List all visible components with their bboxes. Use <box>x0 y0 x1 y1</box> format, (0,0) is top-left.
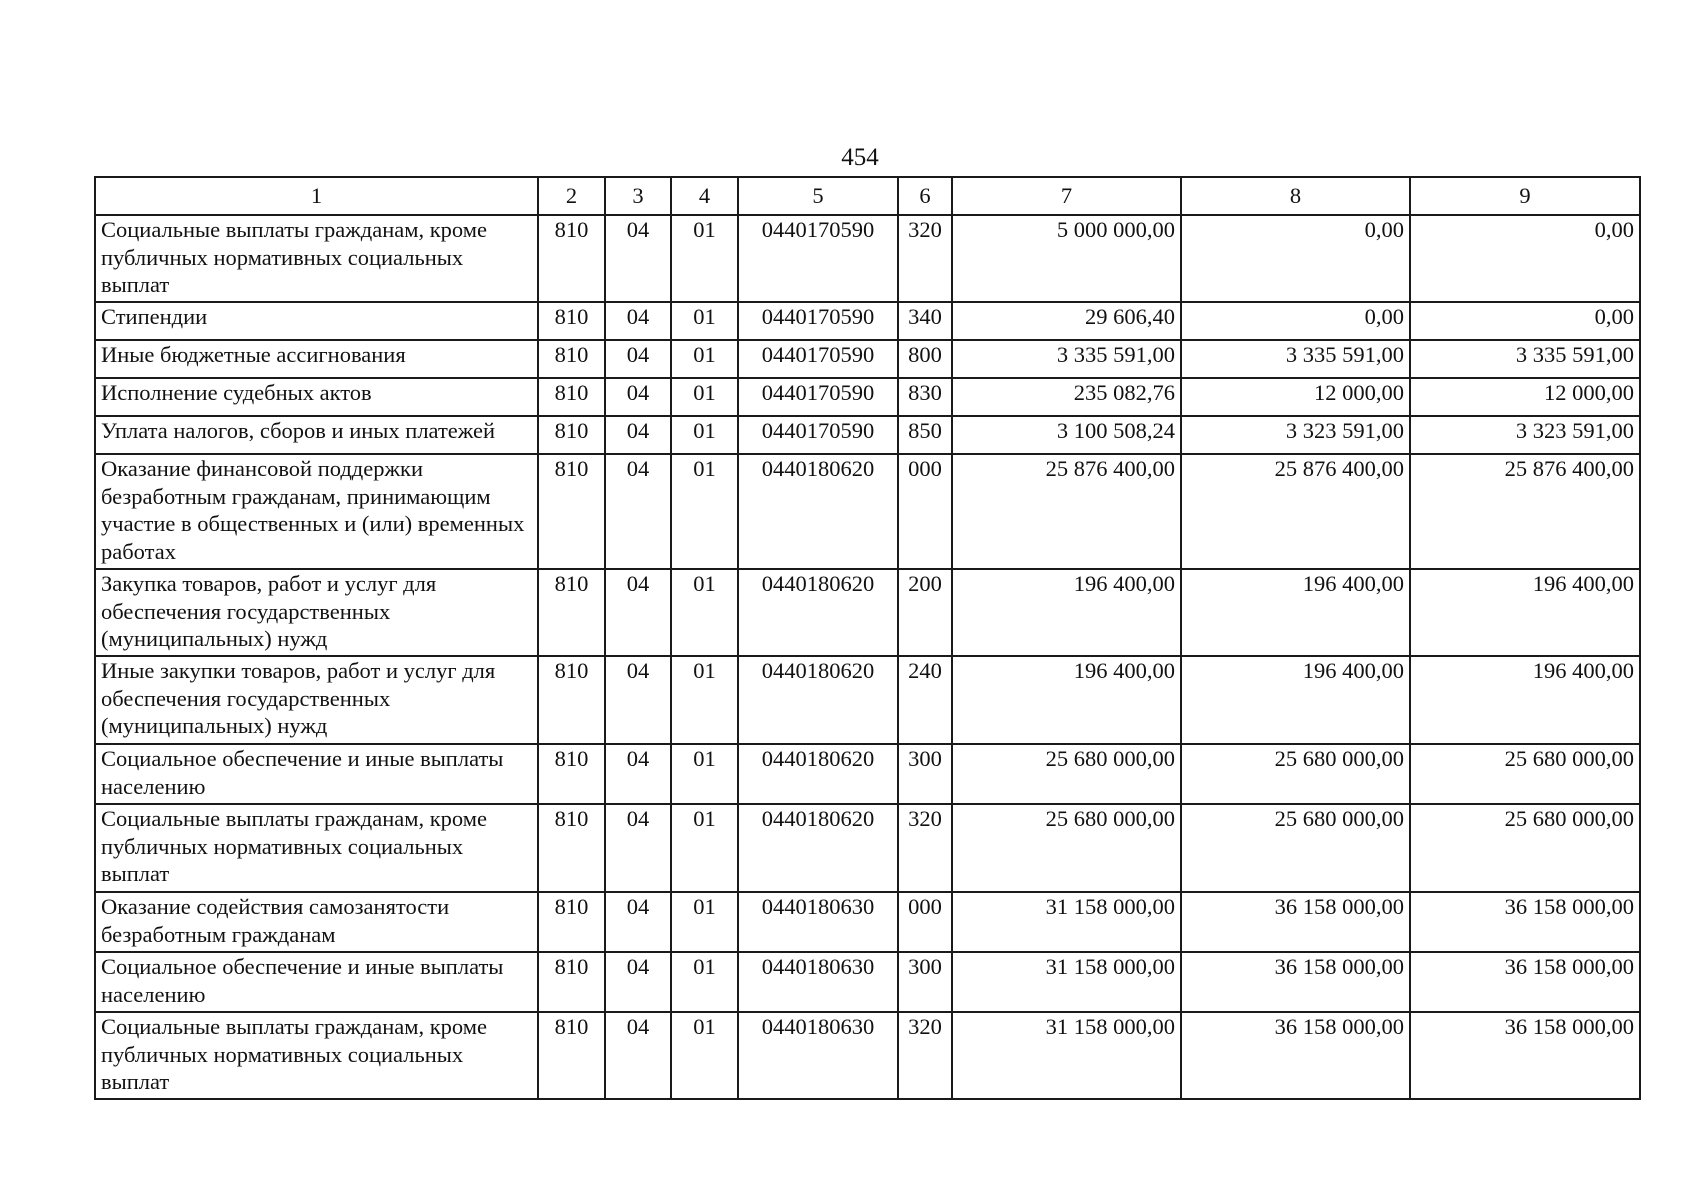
cell-amount: 25 876 400,00 <box>1410 454 1640 569</box>
cell-code: 0440170590 <box>738 302 898 340</box>
table-row <box>95 569 1640 656</box>
cell-amount: 12 000,00 <box>1181 378 1410 416</box>
cell-code: 810 <box>538 454 605 569</box>
row-name: Оказание содействия самозанятости безработным гражданам <box>95 892 538 952</box>
cell-code: 800 <box>898 340 952 378</box>
cell-code: 810 <box>538 656 605 744</box>
cell-code: 810 <box>538 804 605 892</box>
cell-code: 04 <box>605 952 671 1012</box>
row-name: Стипендии <box>95 302 538 340</box>
cell-code: 810 <box>538 416 605 454</box>
cell-amount: 3 335 591,00 <box>1410 340 1640 378</box>
table-row <box>95 416 1640 454</box>
cell-code: 01 <box>671 569 738 656</box>
cell-amount: 31 158 000,00 <box>952 1012 1181 1099</box>
row-name: Исполнение судебных актов <box>95 378 538 416</box>
cell-code: 01 <box>671 804 738 892</box>
cell-code: 0440180620 <box>738 454 898 569</box>
cell-code: 0440180620 <box>738 656 898 744</box>
cell-amount: 36 158 000,00 <box>1410 952 1640 1012</box>
cell-amount: 3 335 591,00 <box>1181 340 1410 378</box>
table-row <box>95 1012 1640 1099</box>
cell-code: 340 <box>898 302 952 340</box>
cell-code: 0440170590 <box>738 378 898 416</box>
cell-amount: 196 400,00 <box>952 569 1181 656</box>
cell-amount: 196 400,00 <box>1410 656 1640 744</box>
cell-code: 0440180630 <box>738 892 898 952</box>
cell-code: 04 <box>605 804 671 892</box>
cell-amount: 36 158 000,00 <box>1410 1012 1640 1099</box>
cell-code: 04 <box>605 378 671 416</box>
table-row <box>95 215 1640 302</box>
cell-code: 320 <box>898 215 952 302</box>
cell-code: 830 <box>898 378 952 416</box>
cell-amount: 3 100 508,24 <box>952 416 1181 454</box>
cell-code: 01 <box>671 952 738 1012</box>
cell-code: 01 <box>671 302 738 340</box>
cell-code: 850 <box>898 416 952 454</box>
cell-amount: 25 876 400,00 <box>1181 454 1410 569</box>
cell-amount: 235 082,76 <box>952 378 1181 416</box>
cell-code: 810 <box>538 340 605 378</box>
cell-amount: 196 400,00 <box>1410 569 1640 656</box>
cell-code: 01 <box>671 215 738 302</box>
cell-code: 0440170590 <box>738 340 898 378</box>
cell-code: 01 <box>671 340 738 378</box>
cell-code: 01 <box>671 656 738 744</box>
cell-code: 0440180630 <box>738 952 898 1012</box>
cell-amount: 25 680 000,00 <box>1410 804 1640 892</box>
cell-code: 0440180620 <box>738 804 898 892</box>
cell-amount: 0,00 <box>1181 215 1410 302</box>
table-row <box>95 952 1640 1012</box>
cell-amount: 0,00 <box>1410 302 1640 340</box>
cell-code: 810 <box>538 569 605 656</box>
cell-code: 04 <box>605 416 671 454</box>
cell-amount: 196 400,00 <box>1181 656 1410 744</box>
cell-amount: 0,00 <box>1181 302 1410 340</box>
cell-amount: 5 000 000,00 <box>952 215 1181 302</box>
cell-amount: 3 335 591,00 <box>952 340 1181 378</box>
column-header: 9 <box>1410 177 1640 215</box>
cell-code: 04 <box>605 302 671 340</box>
column-header: 4 <box>671 177 738 215</box>
table-row <box>95 892 1640 952</box>
table-row <box>95 378 1640 416</box>
cell-amount: 25 876 400,00 <box>952 454 1181 569</box>
cell-amount: 25 680 000,00 <box>1181 804 1410 892</box>
cell-code: 300 <box>898 744 952 804</box>
cell-amount: 31 158 000,00 <box>952 952 1181 1012</box>
cell-code: 01 <box>671 454 738 569</box>
cell-code: 04 <box>605 569 671 656</box>
cell-amount: 196 400,00 <box>952 656 1181 744</box>
cell-code: 810 <box>538 744 605 804</box>
table-row <box>95 454 1640 569</box>
cell-code: 01 <box>671 892 738 952</box>
cell-code: 810 <box>538 952 605 1012</box>
cell-code: 04 <box>605 1012 671 1099</box>
cell-amount: 12 000,00 <box>1410 378 1640 416</box>
table-row <box>95 340 1640 378</box>
cell-code: 04 <box>605 892 671 952</box>
cell-code: 0440180630 <box>738 1012 898 1099</box>
row-name: Социальные выплаты гражданам, кроме публичных нормативных социальных выплат <box>95 215 538 302</box>
cell-code: 0440180620 <box>738 569 898 656</box>
row-name: Социальные выплаты гражданам, кроме публичных нормативных социальных выплат <box>95 804 538 892</box>
cell-code: 200 <box>898 569 952 656</box>
cell-amount: 36 158 000,00 <box>1410 892 1640 952</box>
cell-code: 0440180620 <box>738 744 898 804</box>
cell-amount: 36 158 000,00 <box>1181 952 1410 1012</box>
cell-code: 000 <box>898 454 952 569</box>
cell-code: 240 <box>898 656 952 744</box>
cell-amount: 36 158 000,00 <box>1181 1012 1410 1099</box>
row-name: Иные бюджетные ассигнования <box>95 340 538 378</box>
column-header: 3 <box>605 177 671 215</box>
column-header: 7 <box>952 177 1181 215</box>
header-row <box>95 177 1640 215</box>
row-name: Социальное обеспечение и иные выплаты населению <box>95 952 538 1012</box>
cell-code: 0440170590 <box>738 416 898 454</box>
cell-code: 810 <box>538 215 605 302</box>
page-number: 454 <box>841 144 879 171</box>
cell-code: 01 <box>671 744 738 804</box>
column-header: 6 <box>898 177 952 215</box>
cell-amount: 31 158 000,00 <box>952 892 1181 952</box>
cell-code: 01 <box>671 378 738 416</box>
cell-code: 04 <box>605 744 671 804</box>
cell-code: 320 <box>898 1012 952 1099</box>
budget-table <box>94 176 1641 1100</box>
row-name: Иные закупки товаров, работ и услуг для обеспечения государственных (муниципальных) нужд <box>95 656 538 744</box>
table-row <box>95 302 1640 340</box>
cell-code: 01 <box>671 416 738 454</box>
cell-amount: 29 606,40 <box>952 302 1181 340</box>
cell-amount: 0,00 <box>1410 215 1640 302</box>
column-header: 8 <box>1181 177 1410 215</box>
cell-amount: 3 323 591,00 <box>1181 416 1410 454</box>
row-name: Закупка товаров, работ и услуг для обеспечения государственных (муниципальных) нужд <box>95 569 538 656</box>
cell-code: 810 <box>538 892 605 952</box>
cell-amount: 36 158 000,00 <box>1181 892 1410 952</box>
cell-amount: 25 680 000,00 <box>952 744 1181 804</box>
cell-code: 810 <box>538 302 605 340</box>
table-row <box>95 656 1640 744</box>
row-name: Уплата налогов, сборов и иных платежей <box>95 416 538 454</box>
cell-code: 300 <box>898 952 952 1012</box>
column-header: 1 <box>95 177 538 215</box>
cell-code: 04 <box>605 340 671 378</box>
cell-amount: 25 680 000,00 <box>952 804 1181 892</box>
cell-code: 000 <box>898 892 952 952</box>
row-name: Оказание финансовой поддержки безработным гражданам, принимающим участие в общественных и (или) временных работах <box>95 454 538 569</box>
cell-code: 810 <box>538 378 605 416</box>
cell-amount: 3 323 591,00 <box>1410 416 1640 454</box>
cell-code: 810 <box>538 1012 605 1099</box>
cell-amount: 25 680 000,00 <box>1410 744 1640 804</box>
cell-code: 0440170590 <box>738 215 898 302</box>
table-row <box>95 804 1640 892</box>
cell-amount: 196 400,00 <box>1181 569 1410 656</box>
cell-amount: 25 680 000,00 <box>1181 744 1410 804</box>
cell-code: 04 <box>605 656 671 744</box>
column-header: 5 <box>738 177 898 215</box>
table-row <box>95 744 1640 804</box>
row-name: Социальное обеспечение и иные выплаты населению <box>95 744 538 804</box>
cell-code: 01 <box>671 1012 738 1099</box>
column-header: 2 <box>538 177 605 215</box>
cell-code: 04 <box>605 454 671 569</box>
cell-code: 320 <box>898 804 952 892</box>
row-name: Социальные выплаты гражданам, кроме публичных нормативных социальных выплат <box>95 1012 538 1099</box>
cell-code: 04 <box>605 215 671 302</box>
